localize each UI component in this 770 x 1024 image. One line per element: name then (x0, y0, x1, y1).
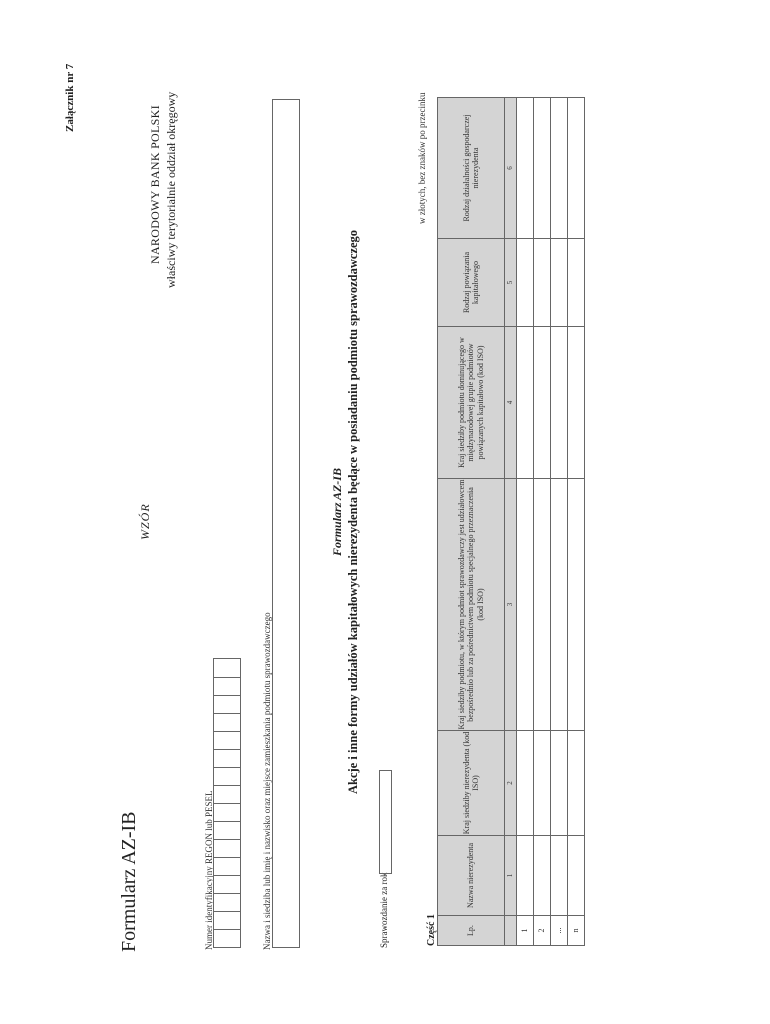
id-digit-cell[interactable] (214, 659, 240, 677)
id-digit-cell[interactable] (214, 821, 240, 839)
unit-note: w złotych, bez znaków po przecinku (417, 92, 427, 224)
table-row (534, 98, 551, 946)
table-cell[interactable] (568, 836, 585, 916)
id-digit-cell[interactable] (214, 749, 240, 767)
bank-name: NARODOWY BANK POLSKI (148, 105, 162, 264)
header-cell: Kraj siedziby nierezydenta (kod ISO) (438, 731, 505, 836)
table-row (568, 98, 585, 946)
table-row (551, 98, 568, 946)
table-cell[interactable] (568, 479, 585, 731)
id-digit-cell[interactable] (214, 857, 240, 875)
header-cell: Kraj siedziby podmiotu, w którym podmiot sprawozdawczy jest udziałowcem bezpośrednio lub za pośrednictwem podmiotu specjalnego przeznaczenia (kod ISO) (438, 479, 505, 731)
id-number-label: Numer identyfikacyjny REGON lub PESEL (204, 790, 214, 950)
row-label: ... (551, 916, 568, 946)
table-cell[interactable] (551, 731, 568, 836)
table-cell[interactable] (568, 327, 585, 479)
row-label: 1 (517, 916, 534, 946)
row-label: n (568, 916, 585, 946)
form-title: Formularz AZ-IB (330, 468, 344, 556)
header-cell: Rodzaj powiązania kapitałowego (438, 239, 505, 327)
table-cell[interactable] (534, 239, 551, 327)
table-cell[interactable] (534, 479, 551, 731)
table-cell[interactable] (517, 731, 534, 836)
entity-name-field[interactable] (272, 99, 300, 948)
data-table (437, 97, 585, 946)
table-cell[interactable] (517, 98, 534, 239)
table-cell[interactable] (534, 98, 551, 239)
part-label: Część 1 (426, 914, 437, 946)
id-digit-cell[interactable] (214, 677, 240, 695)
form-name: Formularz AZ-IB (118, 811, 140, 952)
column-number: 6 (505, 98, 517, 239)
table-cell[interactable] (517, 327, 534, 479)
table-cell[interactable] (517, 479, 534, 731)
table-cell[interactable] (568, 98, 585, 239)
report-year-field[interactable] (379, 770, 392, 874)
column-number: 4 (505, 327, 517, 479)
entity-name-label: Nazwa i siedziba lub imię i nazwisko oraz miejsce zamieszkania podmiotu sprawozdawczego (262, 612, 272, 950)
id-digit-cell[interactable] (214, 803, 240, 821)
column-number: 2 (505, 731, 517, 836)
id-digit-cell[interactable] (214, 839, 240, 857)
row-label: 2 (534, 916, 551, 946)
form-subtitle: Akcje i inne formy udziałów kapitałowych nierezydenta będące w posiadaniu podmiotu sprawozdawczego (346, 230, 360, 795)
column-number: 5 (505, 239, 517, 327)
id-digit-cell[interactable] (214, 875, 240, 893)
table-cell[interactable] (517, 239, 534, 327)
id-digit-cell[interactable] (214, 695, 240, 713)
id-digit-cell[interactable] (214, 713, 240, 731)
column-number: 3 (505, 479, 517, 731)
column-number-row (505, 98, 517, 946)
id-digit-cell[interactable] (214, 911, 240, 929)
table-cell[interactable] (551, 327, 568, 479)
table-cell[interactable] (551, 479, 568, 731)
id-digit-cell[interactable] (214, 785, 240, 803)
annex-label: Załącznik nr 7 (64, 63, 76, 132)
id-digit-cell[interactable] (214, 767, 240, 785)
column-number: 1 (505, 836, 517, 916)
table-row (517, 98, 534, 946)
table-cell[interactable] (517, 836, 534, 916)
header-cell: Nazwa nierezydenta (438, 836, 505, 916)
table-cell[interactable] (551, 239, 568, 327)
table-cell[interactable] (551, 98, 568, 239)
header-cell: Lp. (438, 916, 505, 946)
id-digit-cell[interactable] (214, 893, 240, 911)
column-number (505, 916, 517, 946)
table-cell[interactable] (534, 731, 551, 836)
table-cell[interactable] (568, 239, 585, 327)
table-header-row (438, 98, 505, 946)
table-cell[interactable] (534, 836, 551, 916)
report-year-label: Sprawozdanie za rok (379, 872, 389, 948)
table-cell[interactable] (534, 327, 551, 479)
header-cell: Rodzaj działalności gospodarczej nierezydenta (438, 98, 505, 239)
table-cell[interactable] (568, 731, 585, 836)
table-cell[interactable] (551, 836, 568, 916)
id-digit-cell[interactable] (214, 929, 240, 947)
bank-branch: właściwy terytorialnie oddział okręgowy (164, 91, 178, 288)
id-number-field[interactable] (213, 658, 241, 948)
id-digit-cell[interactable] (214, 731, 240, 749)
header-cell: Kraj siedziby podmiotu dominującego w międzynarodowej grupie podmiotów powiązanych kapitałowo (kod ISO) (438, 327, 505, 479)
watermark-label: WZÓR (138, 503, 152, 540)
